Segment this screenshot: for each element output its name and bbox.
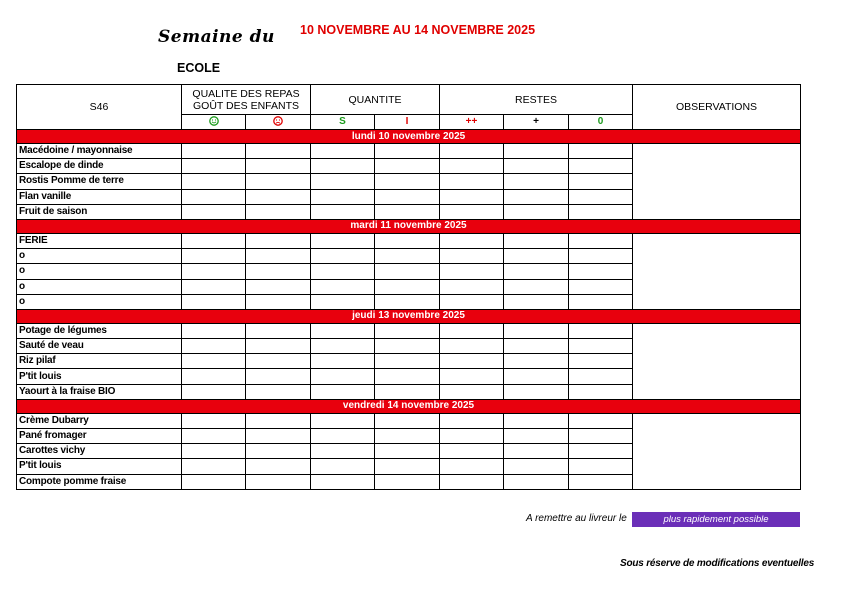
rating-cell[interactable]	[375, 459, 440, 474]
rating-cell[interactable]	[246, 369, 311, 384]
rating-cell[interactable]	[440, 159, 504, 174]
smiley-happy-icon	[209, 116, 219, 126]
rating-cell[interactable]	[182, 323, 246, 338]
rating-cell[interactable]	[504, 233, 569, 248]
rating-cell[interactable]	[569, 323, 633, 338]
rating-cell[interactable]	[182, 339, 246, 354]
rating-cell[interactable]	[569, 294, 633, 309]
rating-cell[interactable]	[246, 233, 311, 248]
rating-cell[interactable]	[246, 159, 311, 174]
menu-row	[17, 233, 801, 248]
rating-cell[interactable]	[182, 264, 246, 279]
quantite-i: I	[375, 115, 440, 130]
rating-cell[interactable]	[311, 249, 375, 264]
rating-cell[interactable]	[440, 279, 504, 294]
day-row	[17, 399, 801, 413]
rating-cell[interactable]	[440, 204, 504, 219]
rating-cell[interactable]	[504, 323, 569, 338]
rating-cell[interactable]	[375, 204, 440, 219]
rating-cell[interactable]	[569, 459, 633, 474]
rating-cell[interactable]	[375, 189, 440, 204]
rating-cell[interactable]	[182, 459, 246, 474]
rating-cell[interactable]	[182, 413, 246, 428]
menu-item: P'tit louis	[17, 369, 182, 384]
qualite-happy-cell	[182, 115, 246, 130]
menu-row	[17, 413, 801, 428]
rating-cell[interactable]	[311, 384, 375, 399]
rating-cell[interactable]	[246, 474, 311, 489]
rating-cell[interactable]	[311, 474, 375, 489]
menu-item: Sauté de veau	[17, 339, 182, 354]
menu-item: Yaourt à la fraise BIO	[17, 384, 182, 399]
rating-cell[interactable]	[246, 294, 311, 309]
rating-cell[interactable]	[504, 204, 569, 219]
rating-cell[interactable]	[246, 429, 311, 444]
rating-cell[interactable]	[504, 264, 569, 279]
rating-cell[interactable]	[504, 354, 569, 369]
menu-item: Compote pomme fraise	[17, 474, 182, 489]
rating-cell[interactable]	[440, 174, 504, 189]
rating-cell[interactable]	[504, 159, 569, 174]
rating-cell[interactable]	[375, 264, 440, 279]
rating-cell[interactable]	[569, 159, 633, 174]
rating-cell[interactable]	[246, 204, 311, 219]
rating-cell[interactable]	[504, 474, 569, 489]
day-row	[17, 309, 801, 323]
rating-cell[interactable]	[311, 279, 375, 294]
quantite-s: S	[311, 115, 375, 130]
rating-cell[interactable]	[246, 264, 311, 279]
quantite-header: QUANTITE	[311, 85, 440, 115]
menu-item: Rostis Pomme de terre	[17, 174, 182, 189]
rating-cell[interactable]	[311, 429, 375, 444]
rating-cell[interactable]	[311, 323, 375, 338]
rating-cell[interactable]	[375, 174, 440, 189]
rating-cell[interactable]	[504, 444, 569, 459]
rating-cell[interactable]	[569, 249, 633, 264]
rating-cell[interactable]	[182, 159, 246, 174]
day-label: vendredi 14 novembre 2025	[17, 399, 801, 413]
rating-cell[interactable]	[246, 413, 311, 428]
rating-cell[interactable]	[440, 249, 504, 264]
menu-item: Riz pilaf	[17, 354, 182, 369]
day-label: mardi 11 novembre 2025	[17, 219, 801, 233]
rating-cell[interactable]	[246, 459, 311, 474]
rating-cell[interactable]	[182, 474, 246, 489]
rating-cell[interactable]	[375, 279, 440, 294]
rating-cell[interactable]	[311, 294, 375, 309]
menu-item: Potage de légumes	[17, 323, 182, 338]
rating-cell[interactable]	[182, 354, 246, 369]
observations-cell[interactable]	[633, 144, 801, 220]
rating-cell[interactable]	[440, 294, 504, 309]
observations-header: OBSERVATIONS	[633, 85, 801, 130]
rating-cell[interactable]	[182, 429, 246, 444]
menu-item: Carottes vichy	[17, 444, 182, 459]
rating-cell[interactable]	[246, 279, 311, 294]
rating-cell[interactable]	[375, 354, 440, 369]
rating-cell[interactable]	[504, 384, 569, 399]
rating-cell[interactable]	[504, 189, 569, 204]
rating-cell[interactable]	[569, 429, 633, 444]
menu-item: FERIE	[17, 233, 182, 248]
rating-cell[interactable]	[504, 429, 569, 444]
rating-cell[interactable]	[440, 144, 504, 159]
rating-cell[interactable]	[569, 174, 633, 189]
rating-cell[interactable]	[182, 384, 246, 399]
rating-cell[interactable]	[375, 413, 440, 428]
observations-cell[interactable]	[633, 233, 801, 309]
day-label: jeudi 13 novembre 2025	[17, 309, 801, 323]
rating-cell[interactable]	[569, 339, 633, 354]
rating-cell[interactable]	[569, 279, 633, 294]
rating-cell[interactable]	[246, 354, 311, 369]
reserve-note: Sous réserve de modifications eventuelles	[620, 558, 815, 569]
rating-cell[interactable]	[569, 264, 633, 279]
rating-cell[interactable]	[440, 384, 504, 399]
rating-cell[interactable]	[504, 369, 569, 384]
rating-cell[interactable]	[311, 174, 375, 189]
rating-cell[interactable]	[182, 444, 246, 459]
rating-cell[interactable]	[311, 459, 375, 474]
semaine-label: Semaine du	[158, 27, 275, 47]
observations-cell[interactable]	[633, 323, 801, 399]
rating-cell[interactable]	[440, 459, 504, 474]
rating-cell[interactable]	[182, 294, 246, 309]
rating-cell[interactable]	[246, 323, 311, 338]
rating-cell[interactable]	[246, 249, 311, 264]
menu-item: Pané fromager	[17, 429, 182, 444]
menu-row	[17, 144, 801, 159]
rating-cell[interactable]	[440, 474, 504, 489]
rating-cell[interactable]	[375, 144, 440, 159]
rating-cell[interactable]	[311, 339, 375, 354]
rating-cell[interactable]	[504, 459, 569, 474]
day-row	[17, 130, 801, 144]
rating-cell[interactable]	[182, 249, 246, 264]
rating-cell[interactable]	[504, 279, 569, 294]
rapidement-badge: plus rapidement possible	[632, 512, 800, 527]
rating-cell[interactable]	[182, 189, 246, 204]
rating-cell[interactable]	[569, 189, 633, 204]
qualite-line2: GOÛT DES ENFANTS	[193, 99, 299, 112]
restes-zero: 0	[569, 115, 633, 130]
rating-cell[interactable]	[440, 264, 504, 279]
rating-cell[interactable]	[311, 413, 375, 428]
rating-cell[interactable]	[182, 144, 246, 159]
restes-header: RESTES	[440, 85, 633, 115]
rating-cell[interactable]	[375, 323, 440, 338]
rating-cell[interactable]	[182, 233, 246, 248]
rating-cell[interactable]	[375, 159, 440, 174]
rating-cell[interactable]	[569, 204, 633, 219]
rating-cell[interactable]	[311, 264, 375, 279]
rating-cell[interactable]	[504, 249, 569, 264]
rating-cell[interactable]	[311, 369, 375, 384]
rating-cell[interactable]	[440, 323, 504, 338]
rating-cell[interactable]	[311, 444, 375, 459]
rating-cell[interactable]	[569, 474, 633, 489]
menu-table	[16, 84, 801, 490]
rating-cell[interactable]	[569, 444, 633, 459]
rating-cell[interactable]	[504, 144, 569, 159]
qualite-sad-cell	[246, 115, 311, 130]
rating-cell[interactable]	[375, 384, 440, 399]
rating-cell[interactable]	[440, 413, 504, 428]
rating-cell[interactable]	[375, 294, 440, 309]
rating-cell[interactable]	[569, 354, 633, 369]
rating-cell[interactable]	[569, 413, 633, 428]
rating-cell[interactable]	[504, 174, 569, 189]
rating-cell[interactable]	[311, 233, 375, 248]
rating-cell[interactable]	[311, 144, 375, 159]
rating-cell[interactable]	[375, 249, 440, 264]
rating-cell[interactable]	[440, 444, 504, 459]
rating-cell[interactable]	[311, 204, 375, 219]
rating-cell[interactable]	[375, 474, 440, 489]
menu-item: Fruit de saison	[17, 204, 182, 219]
rating-cell[interactable]	[504, 294, 569, 309]
rating-cell[interactable]	[246, 339, 311, 354]
rating-cell[interactable]	[182, 369, 246, 384]
remettre-note: A remettre au livreur le	[526, 513, 627, 524]
rating-cell[interactable]	[182, 279, 246, 294]
menu-item: Escalope de dinde	[17, 159, 182, 174]
rating-cell[interactable]	[440, 339, 504, 354]
week-dates: 10 NOVEMBRE AU 14 NOVEMBRE 2025	[300, 23, 536, 37]
restes-plus-plus: ++	[440, 115, 504, 130]
rating-cell[interactable]	[375, 233, 440, 248]
rating-cell[interactable]	[440, 233, 504, 248]
rating-cell[interactable]	[569, 233, 633, 248]
menu-item: o	[17, 279, 182, 294]
menu-item: o	[17, 294, 182, 309]
rating-cell[interactable]	[246, 444, 311, 459]
rating-cell[interactable]	[246, 144, 311, 159]
ecole-label: ECOLE	[177, 61, 221, 75]
rating-cell[interactable]	[504, 339, 569, 354]
menu-item: o	[17, 249, 182, 264]
qualite-line1: QUALITE DES REPAS	[192, 87, 300, 100]
rating-cell[interactable]	[375, 369, 440, 384]
day-row	[17, 219, 801, 233]
rating-cell[interactable]	[569, 369, 633, 384]
week-number: S46	[17, 85, 182, 130]
menu-row	[17, 323, 801, 338]
smiley-sad-icon	[273, 116, 283, 126]
rating-cell[interactable]	[375, 339, 440, 354]
rating-cell[interactable]	[311, 354, 375, 369]
rating-cell[interactable]	[182, 174, 246, 189]
rating-cell[interactable]	[246, 384, 311, 399]
rating-cell[interactable]	[440, 354, 504, 369]
observations-cell[interactable]	[633, 413, 801, 489]
rating-cell[interactable]	[375, 429, 440, 444]
rating-cell[interactable]	[440, 369, 504, 384]
rating-cell[interactable]	[246, 189, 311, 204]
menu-item: Flan vanille	[17, 189, 182, 204]
rating-cell[interactable]	[569, 144, 633, 159]
day-label: lundi 10 novembre 2025	[17, 130, 801, 144]
menu-item: Crème Dubarry	[17, 413, 182, 428]
restes-plus: +	[504, 115, 569, 130]
rating-cell[interactable]	[440, 189, 504, 204]
rating-cell[interactable]	[311, 189, 375, 204]
rating-cell[interactable]	[182, 204, 246, 219]
rating-cell[interactable]	[440, 429, 504, 444]
rating-cell[interactable]	[375, 444, 440, 459]
menu-item: P'tit louis	[17, 459, 182, 474]
rating-cell[interactable]	[246, 174, 311, 189]
qualite-header	[182, 85, 311, 115]
rating-cell[interactable]	[311, 159, 375, 174]
menu-item: o	[17, 264, 182, 279]
rating-cell[interactable]	[504, 413, 569, 428]
rating-cell[interactable]	[569, 384, 633, 399]
menu-item: Macédoine / mayonnaise	[17, 144, 182, 159]
